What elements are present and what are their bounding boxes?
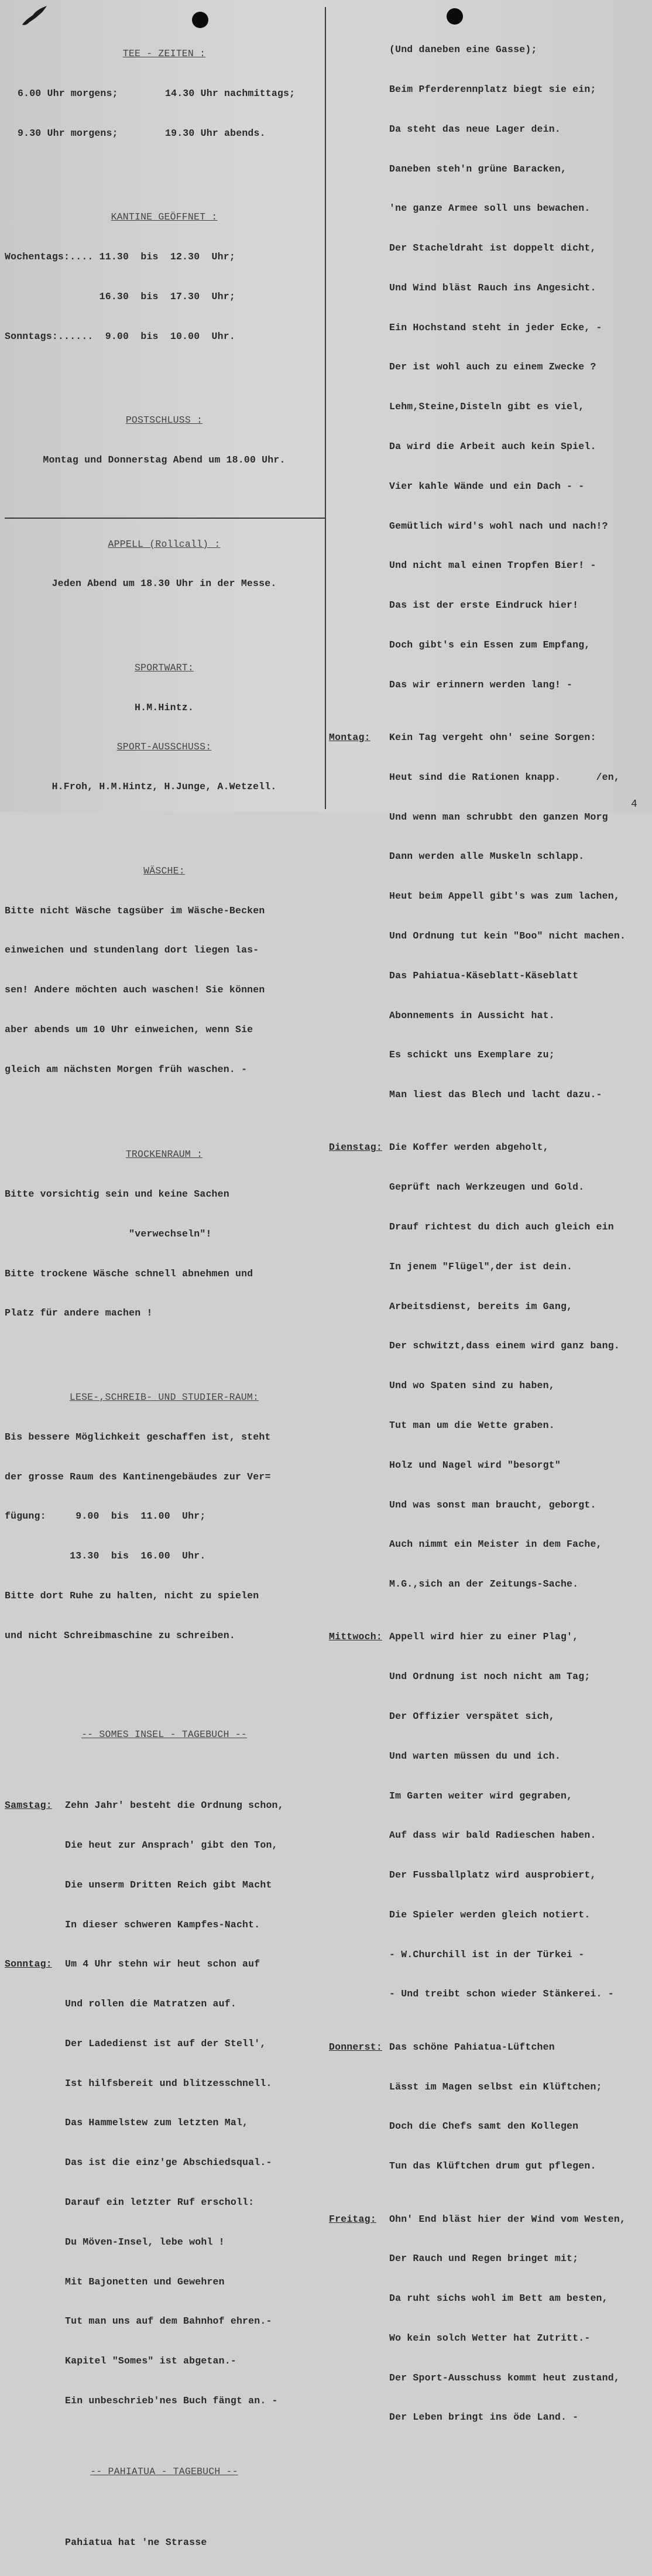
waesche-line: gleich am nächsten Morgen früh waschen. - [5, 1063, 248, 1075]
lese-line: und nicht Schreibmaschine zu schreiben. [5, 1629, 235, 1641]
tee-title: TEE - ZEITEN : [122, 48, 206, 60]
waesche-line: Bitte nicht Wäsche tagsüber im Wäsche-Becken [5, 905, 265, 916]
verse-line: Mit Bajonetten und Gewehren [65, 2276, 225, 2287]
kantine-line-2: 16.30 bis 17.30 Uhr; [5, 290, 235, 302]
verse-line: Du Möven-Insel, lebe wohl ! [65, 2236, 225, 2248]
day-mittwoch: Mittwoch: [329, 1631, 382, 1643]
verse-line: Drauf richtest du dich auch gleich ein [389, 1221, 614, 1233]
day-samstag: Samstag: [5, 1800, 52, 1811]
verse-line: Das ist die einz'ge Abschiedsqual.- [65, 2157, 272, 2169]
verse-line: Der Fussballplatz wird ausprobiert, [389, 1869, 596, 1881]
appell-text: Jeden Abend um 18.30 Uhr in der Messe. [52, 578, 277, 590]
verse-line: Der Leben bringt ins öde Land. - [389, 2411, 579, 2423]
verse-line: Pahiatua hat 'ne Strasse [65, 2536, 207, 2548]
verse-line: Abonnements in Aussicht hat. [389, 1009, 555, 1021]
post-title: POSTSCHLUSS : [125, 415, 203, 426]
verse-line: Und wenn man schrubbt den ganzen Morg [389, 811, 608, 823]
verse-line: Die unserm Dritten Reich gibt Macht [65, 1879, 272, 1890]
verse-line: Tun das Klüftchen drum gut pflegen. [389, 2160, 596, 2172]
verse-line: Geprüft nach Werkzeugen und Gold. [389, 1181, 585, 1193]
lese-title: LESE-,SCHREIB- UND STUDIER-RAUM: [69, 1391, 259, 1403]
day-donnerstag: Donnerst: [329, 2041, 382, 2053]
verse-line: Ohn' End bläst hier der Wind vom Westen, [389, 2213, 626, 2225]
right-column [329, 17, 650, 2451]
verse-line: Der Sport-Ausschuss kommt heut zustand, [389, 2372, 620, 2383]
waesche-title: WÄSCHE: [143, 865, 185, 876]
appell-title: APPELL (Rollcall) : [108, 538, 221, 550]
verse-line: Der Offizier verspätet sich, [389, 1711, 555, 1722]
verse-line: Der Ladedienst ist auf der Stell', [65, 2037, 266, 2049]
waesche-line: einweichen und stundenlang dort liegen las- [5, 944, 259, 956]
somes-title: -- SOMES INSEL - TAGEBUCH -- [81, 1729, 247, 1741]
day-sonntag: Sonntag: [5, 1958, 52, 1970]
verse-line: Und Ordnung tut kein "Boo" nicht machen. [389, 930, 626, 941]
tee-row-2: 9.30 Uhr morgens; 19.30 Uhr abends. [18, 127, 266, 139]
left-column [5, 21, 324, 2576]
verse-line: Im Garten weiter wird gegraben, [389, 1790, 573, 1801]
verse-line: Zehn Jahr' besteht die Ordnung schon, [65, 1800, 284, 1811]
verse-line: Doch gibt's ein Essen zum Empfang, [389, 639, 591, 650]
verse-line: Darauf ein letzter Ruf erscholl: [65, 2197, 255, 2208]
sportwart-name: H.M.Hintz. [134, 701, 194, 713]
lese-line: Bitte dort Ruhe zu halten, nicht zu spielen [5, 1590, 259, 1601]
verse-line: Der Rauch und Regen bringet mit; [389, 2253, 579, 2265]
pahiatua-title: -- PAHIATUA - TAGEBUCH -- [90, 2465, 238, 2477]
verse-line: Auch nimmt ein Meister in dem Fache, [389, 1539, 602, 1550]
verse-line: Es schickt uns Exemplare zu; [389, 1049, 555, 1061]
verse-line: Und nicht mal einen Tropfen Bier! - [389, 560, 596, 571]
post-text: Montag und Donnerstag Abend um 18.00 Uhr. [43, 454, 286, 465]
verse-line: Das wir erinnern werden lang! - [389, 679, 573, 690]
verse-line: Heut sind die Rationen knapp. /en, [389, 771, 620, 783]
tee-row-1: 6.00 Uhr morgens; 14.30 Uhr nachmittags; [18, 87, 296, 99]
verse-line: - Und treibt schon wieder Stänkerei. - [389, 1988, 614, 2000]
verse-line: Gemütlich wird's wohl nach und nach!? [389, 520, 608, 532]
verse-line: Das schöne Pahiatua-Lüftchen [389, 2041, 555, 2053]
lese-line: Bis bessere Möglichkeit geschaffen ist, steht [5, 1431, 271, 1443]
verse-line: Das Pahiatua-Käseblatt-Käseblatt [389, 970, 579, 981]
verse-line: Der Stacheldraht ist doppelt dicht, [389, 242, 596, 254]
day-freitag: Freitag: [329, 2213, 376, 2225]
sportausschuss-title: SPORT-AUSSCHUSS: [116, 741, 212, 753]
kantine-title: KANTINE GEÖFFNET : [111, 211, 218, 223]
kantine-line-3: Sonntags:...... 9.00 bis 10.00 Uhr. [5, 330, 235, 342]
sportausschuss-members: H.Froh, H.M.Hintz, H.Junge, A.Wetzell. [52, 781, 277, 793]
verse-line: Und Ordnung ist noch nicht am Tag; [389, 1671, 591, 1683]
verse-line: Arbeitsdienst, bereits im Gang, [389, 1300, 573, 1312]
verse-line: M.G.,sich an der Zeitungs-Sache. [389, 1578, 579, 1590]
verse-line: - W.Churchill ist in der Türkei - [389, 1948, 585, 1960]
lese-line: fügung: 9.00 bis 11.00 Uhr; [5, 1510, 206, 1522]
verse-line: Um 4 Uhr stehn wir heut schon auf [65, 1958, 260, 1970]
verse-line: Die Koffer werden abgeholt, [389, 1142, 549, 1153]
verse-line: Und rollen die Matratzen auf. [65, 1998, 236, 2010]
verse-line: Tut man um die Wette graben. [389, 1419, 555, 1431]
verse-line: Das Hammelstew zum letzten Mal, [65, 2117, 249, 2129]
verse-line: Auf dass wir bald Radieschen haben. [389, 1830, 596, 1841]
verse-line: Da wird die Arbeit auch kein Spiel. [389, 441, 596, 452]
verse-line: Vier kahle Wände und ein Dach - - [389, 480, 585, 492]
day-montag: Montag: [329, 732, 370, 744]
verse-line: Da ruht sichs wohl im Bett am besten, [389, 2293, 608, 2304]
page-number: 4 [631, 799, 637, 810]
verse-line: Lehm,Steine,Disteln gibt es viel, [389, 401, 585, 413]
verse-line: Beim Pferderennplatz biegt sie ein; [389, 83, 596, 95]
verse-line: Die Spieler werden gleich notiert. [389, 1909, 591, 1920]
trocken-line: Bitte vorsichtig sein und keine Sachen [5, 1188, 229, 1200]
verse-line: Der ist wohl auch zu einem Zwecke ? [389, 361, 596, 373]
verse-line: Dann werden alle Muskeln schlapp. [389, 851, 585, 862]
verse-line: 'ne ganze Armee soll uns bewachen. [389, 203, 591, 214]
verse-line: Kein Tag vergeht ohn' seine Sorgen: [389, 732, 596, 744]
trockenraum-title: TROCKENRAUM : [125, 1149, 203, 1160]
verse-line: Doch die Chefs samt den Kollegen [389, 2121, 579, 2132]
verse-line: Da steht das neue Lager dein. [389, 123, 561, 135]
verse-line: In dieser schweren Kampfes-Nacht. [65, 1919, 260, 1930]
verse-line: Und was sonst man braucht, geborgt. [389, 1499, 596, 1510]
verse-line: Der schwitzt,dass einem wird ganz bang. [389, 1340, 620, 1352]
verse-line: Und Wind bläst Rauch ins Angesicht. [389, 282, 596, 293]
verse-line: Die heut zur Ansprach' gibt den Ton, [65, 1839, 278, 1851]
verse-line: Holz und Nagel wird "besorgt" [389, 1459, 561, 1471]
day-dienstag: Dienstag: [329, 1142, 382, 1153]
trocken-line: Platz für andere machen ! [5, 1307, 153, 1319]
verse-line: Ist hilfsbereit und blitzesschnell. [65, 2077, 272, 2089]
verse-line: Ein Hochstand steht in jeder Ecke, - [389, 321, 602, 333]
waesche-line: aber abends um 10 Uhr einweichen, wenn Sie [5, 1023, 253, 1035]
verse-line: Und wo Spaten sind zu haben, [389, 1380, 555, 1392]
verse-line: In jenem "Flügel",der ist dein. [389, 1260, 573, 1272]
sportwart-title: SPORTWART: [134, 662, 194, 673]
lese-line: der grosse Raum des Kantinengebäudes zur Ver= [5, 1471, 271, 1482]
lese-line: 13.30 bis 16.00 Uhr. [5, 1550, 206, 1562]
verse-line: Wo kein solch Wetter hat Zutritt.- [389, 2332, 591, 2344]
verse-line: Man liest das Blech und lacht dazu.- [389, 1089, 602, 1101]
verse-line: Kapitel "Somes" ist abgetan.- [65, 2355, 236, 2367]
verse-line: Das ist der erste Eindruck hier! [389, 600, 579, 611]
verse-line: Appell wird hier zu einer Plag', [389, 1631, 579, 1643]
verse-line: Tut man uns auf dem Bahnhof ehren.- [65, 2315, 272, 2327]
kantine-line-1: Wochentags:.... 11.30 bis 12.30 Uhr; [5, 251, 235, 263]
verse-line: Heut beim Appell gibt's was zum lachen, [389, 890, 620, 902]
verse-line: Lässt im Magen selbst ein Klüftchen; [389, 2081, 602, 2092]
verse-line: Und warten müssen du und ich. [389, 1750, 561, 1762]
column-divider [325, 7, 326, 809]
trocken-line: "verwechseln"! [5, 1228, 212, 1239]
verse-line: (Und daneben eine Gasse); [389, 44, 537, 56]
waesche-line: sen! Andere möchten auch waschen! Sie können [5, 984, 265, 996]
verse-line: Daneben steh'n grüne Baracken, [389, 163, 567, 174]
trocken-line: Bitte trockene Wäsche schnell abnehmen und [5, 1268, 253, 1279]
verse-line: Ein unbeschrieb'nes Buch fängt an. - [65, 2395, 278, 2406]
